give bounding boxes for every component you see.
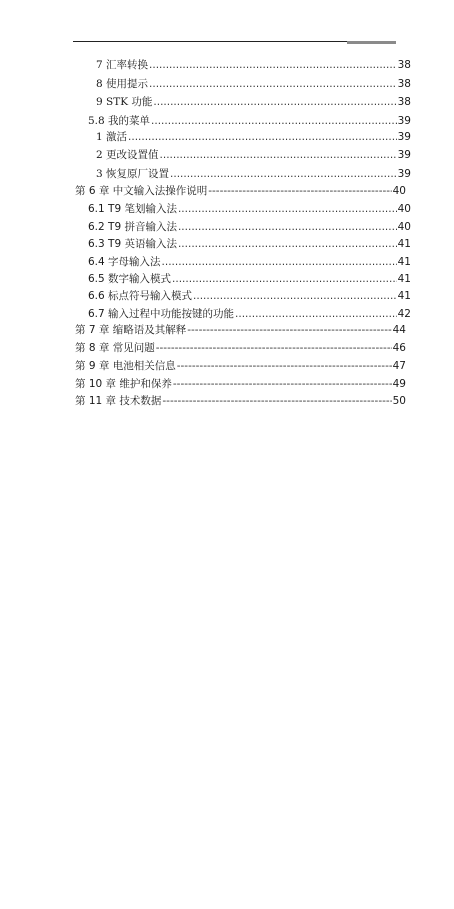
toc-entry-title: 第 9 章 电池相关信息	[75, 360, 176, 372]
toc-leader	[153, 96, 396, 109]
toc-entry-page: 40	[397, 203, 411, 215]
toc-entry[interactable]	[96, 96, 411, 109]
toc-entry-title: 第 11 章 技术数据	[75, 395, 162, 407]
toc-entry-title: 1 激活	[96, 131, 128, 143]
toc-leader	[128, 131, 397, 144]
toc-entry-page: 38	[397, 96, 411, 108]
toc-entry[interactable]	[96, 59, 411, 72]
toc-leader	[151, 115, 397, 128]
toc-leader	[160, 149, 397, 162]
toc-entry-page: 44	[392, 324, 406, 336]
toc-entry-page: 38	[397, 59, 411, 71]
toc-entry[interactable]	[88, 238, 411, 251]
toc-entry-title: 7 汇率转换	[96, 59, 149, 71]
toc-entry-title: 6.2 T9 拼音输入法	[88, 221, 177, 233]
toc-leader	[235, 308, 397, 321]
toc-entry-page: 41	[397, 256, 411, 268]
toc-entry-title: 3 恢复原厂设置	[96, 168, 170, 180]
toc-entry-page: 39	[397, 168, 411, 180]
toc-entry-title: 第 7 章 缩略语及其解释	[75, 324, 187, 336]
toc-leader	[149, 78, 397, 91]
toc-leader	[172, 273, 397, 286]
toc-entry[interactable]	[88, 203, 411, 216]
toc-entry[interactable]	[75, 324, 406, 337]
toc-entry[interactable]	[75, 395, 406, 408]
toc-entry-title: 2 更改设置值	[96, 149, 159, 161]
toc-entry-page: 39	[397, 131, 411, 143]
toc-entry-title: 6.7 输入过程中功能按键的功能	[88, 308, 235, 320]
toc-entry-title: 第 10 章 维护和保养	[75, 378, 172, 390]
toc-entry-title: 9 STK 功能	[96, 96, 153, 108]
toc-entry-page: 41	[397, 290, 411, 302]
toc-entry-title: 6.5 数字输入模式	[88, 273, 172, 285]
toc-entry[interactable]	[75, 185, 406, 198]
toc-entry-page: 42	[397, 308, 411, 320]
toc-entry-title: 6.4 字母输入法	[88, 256, 161, 268]
toc-leader	[149, 59, 397, 72]
toc-entry-title: 8 使用提示	[96, 78, 149, 90]
toc-entry[interactable]	[96, 149, 411, 162]
toc-entry[interactable]	[96, 168, 411, 181]
toc-entry-page: 47	[392, 360, 406, 372]
toc-entry[interactable]	[88, 308, 411, 321]
toc-leader	[156, 342, 392, 355]
toc-leader	[162, 395, 391, 408]
toc-entry[interactable]	[88, 221, 411, 234]
toc-leader	[170, 168, 397, 181]
toc-entry-page: 39	[397, 115, 411, 127]
toc-entry-title: 第 8 章 常见问题	[75, 342, 155, 354]
toc-entry-title: 第 6 章 中文输入法操作说明	[75, 185, 208, 197]
toc-leader	[173, 378, 392, 391]
toc-leader	[208, 185, 391, 198]
toc-leader	[177, 360, 392, 373]
toc-entry-title: 5.8 我的菜单	[88, 115, 151, 127]
toc-leader	[178, 238, 397, 251]
toc-entry-title: 6.6 标点符号输入模式	[88, 290, 193, 302]
toc-entry[interactable]	[96, 78, 411, 91]
toc-entry-page: 40	[397, 221, 411, 233]
toc-leader	[162, 256, 397, 269]
toc-entry[interactable]	[88, 115, 411, 128]
toc-entry-page: 38	[397, 78, 411, 90]
toc-leader	[187, 324, 391, 337]
toc-entry-title: 6.1 T9 笔划输入法	[88, 203, 177, 215]
toc-leader	[193, 290, 397, 303]
toc-entry-page: 46	[392, 342, 406, 354]
toc-entry-page: 50	[392, 395, 406, 407]
toc-entry[interactable]	[88, 290, 411, 303]
toc-entry[interactable]	[75, 342, 406, 355]
toc-entry[interactable]	[75, 378, 406, 391]
toc-entry-title: 6.3 T9 英语输入法	[88, 238, 177, 250]
toc-entry-page: 40	[392, 185, 406, 197]
toc-entry-page: 41	[397, 238, 411, 250]
toc-entry[interactable]	[88, 273, 411, 286]
toc-leader	[178, 221, 397, 234]
toc-entry-page: 41	[397, 273, 411, 285]
toc-entry[interactable]	[88, 256, 411, 269]
toc-leader	[178, 203, 397, 216]
toc-entry-page: 39	[397, 149, 411, 161]
toc-entry[interactable]	[75, 360, 406, 373]
header-tab-marker	[347, 41, 396, 44]
toc-entry-page: 49	[392, 378, 406, 390]
toc-entry[interactable]	[96, 131, 411, 144]
